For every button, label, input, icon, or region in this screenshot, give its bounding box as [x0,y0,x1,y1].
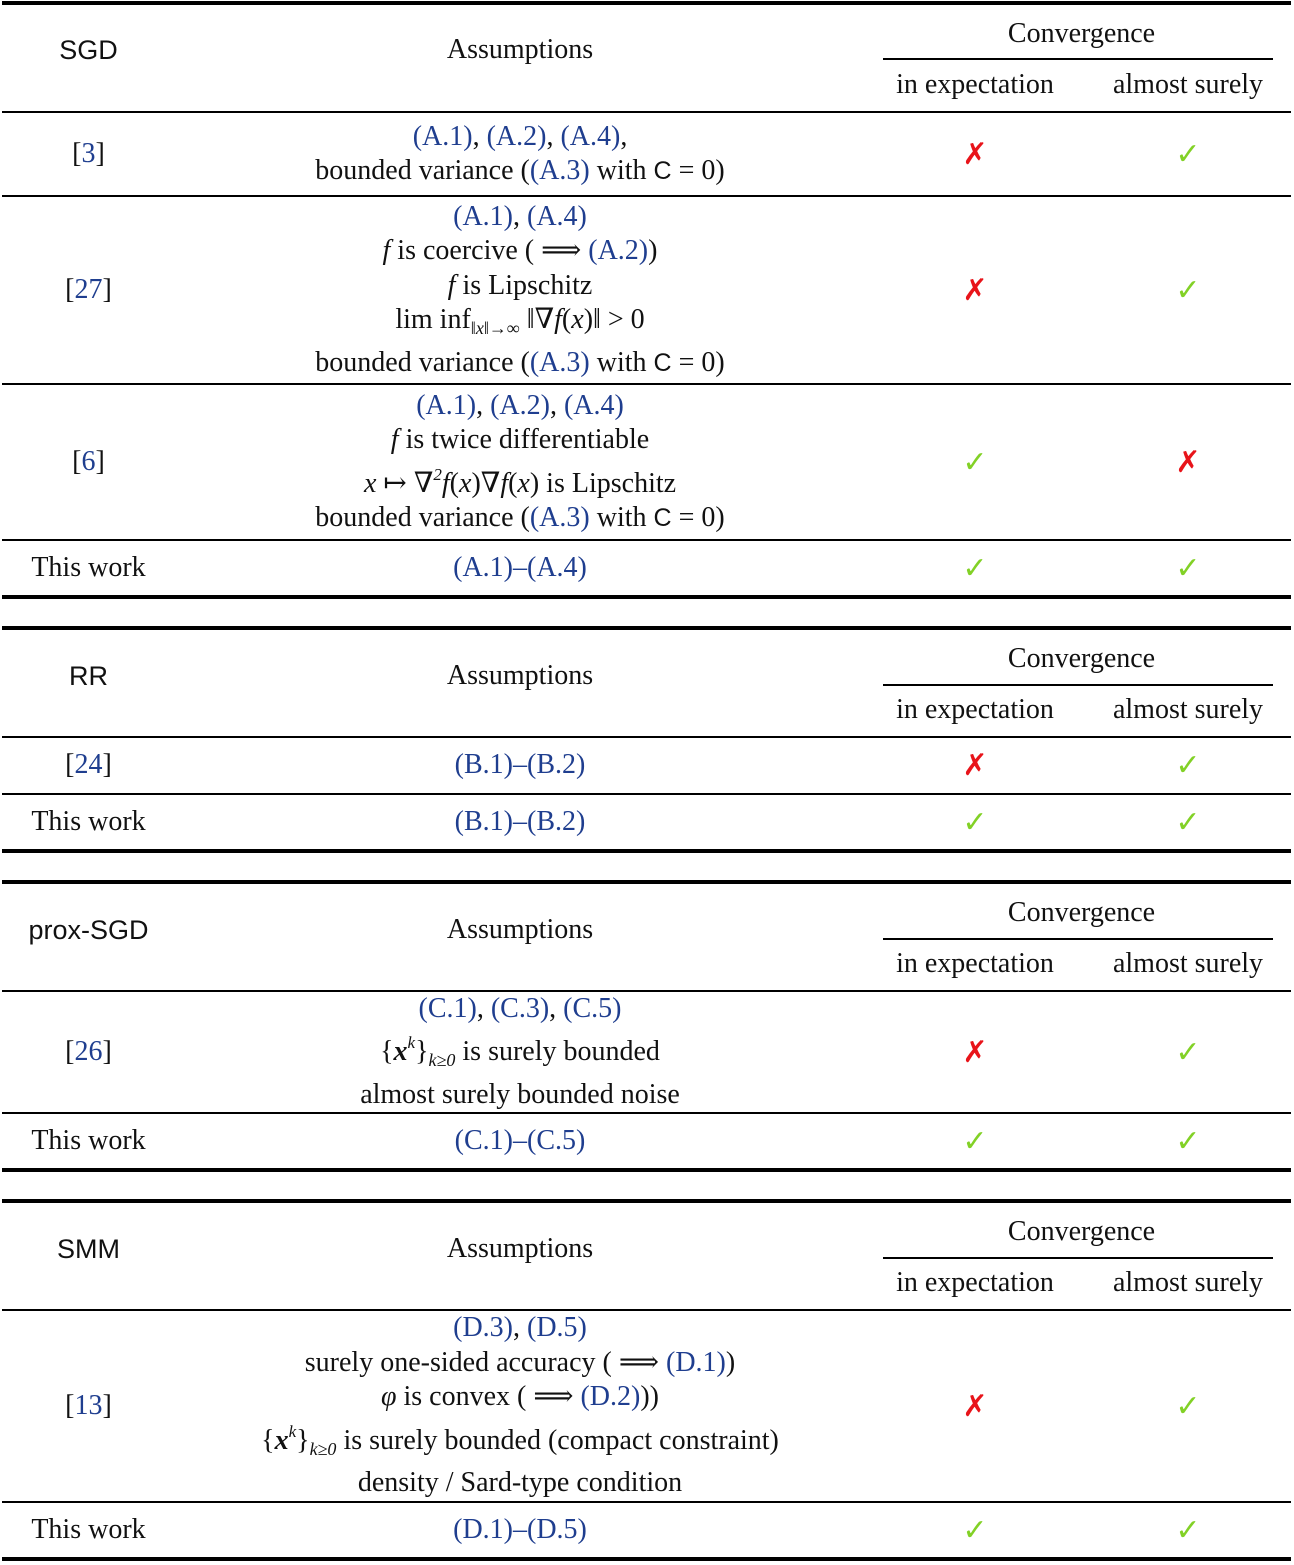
assumption-line [455,748,586,783]
assumption-ref-link[interactable]: (C.1)–(C.5) [454,1125,586,1157]
assumption-text: is coercive ( ⟹ [390,235,589,267]
assumptions-header: Assumptions [446,1232,594,1264]
assumption-text: = 0) [671,155,725,186]
almost-surely-header: almost surely [1112,693,1264,725]
convergence-header: Convergence [1007,17,1156,49]
assumption-text: , [513,1312,527,1344]
in-expectation-mark [882,795,1068,850]
assumptions-cell [242,1311,798,1501]
assumption-line [453,551,587,586]
assumption-text: f [447,269,456,301]
assumption-ref-link[interactable]: (A.4) [527,200,587,232]
citation-link[interactable]: 26 [74,1035,103,1067]
reference-cell: [13] [65,1389,112,1421]
assumption-text: φ [380,1381,397,1413]
assumption-ref-link[interactable]: (D.1)–(D.5) [453,1514,587,1546]
assumption-text: x [274,1424,289,1456]
assumption-line [381,1380,659,1415]
bottom-rule [2,1168,1291,1172]
assumption-text: is convex ( ⟹ [396,1381,581,1413]
assumption-ref-link[interactable]: (B.1)–(B.2) [454,806,586,838]
top-rule [2,1,1291,5]
assumption-text: ) [648,235,658,267]
assumption-text: C [653,504,672,532]
assumption-text: ) [725,1346,736,1378]
assumption-ref-link[interactable]: (B.1)–(B.2) [454,749,586,781]
assumption-ref-link[interactable]: (A.1)–(A.4) [453,552,587,584]
assumption-text: 2 [433,464,442,484]
assumption-text: almost surely bounded noise [360,1078,680,1110]
almost-surely-mark [1095,541,1281,596]
in-expectation-mark [882,738,1068,793]
assumption-text: ‖x‖→∞ [470,318,520,339]
assumption-text: k [288,1421,297,1441]
reference-cell: [3] [72,137,105,169]
assumption-text: = 0) [671,502,725,533]
assumption-text: bounded variance ( [315,346,530,378]
assumption-text: )) [640,1381,660,1413]
almost-surely-mark [1095,1503,1281,1558]
assumption-text: k≥0 [309,1438,337,1459]
assumption-text: k≥0 [428,1050,456,1071]
assumptions-cell [242,1503,798,1558]
almost-surely-mark [1095,197,1281,383]
almost-surely-mark [1095,1311,1281,1501]
this-work-label: This work [31,552,146,584]
assumption-ref-link[interactable]: (C.1) [418,992,477,1024]
assumptions-cell [242,541,798,596]
almost-surely-mark [1095,795,1281,850]
assumption-line [453,1311,587,1346]
method-name: SMM [57,1233,120,1264]
reference-cell: [26] [65,1035,112,1067]
check-icon: ✓ [962,1513,988,1548]
assumption-line [360,1078,680,1113]
check-icon: ✓ [962,805,988,840]
assumption-ref-link[interactable]: (D.2) [580,1381,641,1413]
in-expectation-mark [882,1114,1068,1169]
citation-link[interactable]: 13 [74,1389,103,1421]
assumption-text: x [571,304,584,336]
assumptions-header: Assumptions [446,913,594,945]
assumption-line [419,992,622,1027]
check-icon: ✓ [1175,1513,1201,1548]
assumption-text: = 0) [671,346,725,378]
assumption-ref-link[interactable]: (A.2) [490,389,550,421]
assumption-text: bounded variance ( [315,155,530,186]
assumptions-header: Assumptions [446,33,594,65]
assumption-text: f [441,467,450,499]
assumption-ref-link[interactable]: (A.1) [453,200,513,232]
almost-surely-mark [1095,992,1281,1112]
assumption-text: is surely bounded [455,1036,660,1068]
check-icon: ✓ [1175,805,1201,840]
this-work-label: This work [31,1125,146,1157]
method-name: RR [69,660,108,691]
cross-icon: ✗ [962,272,988,308]
assumption-text: f [500,467,509,499]
assumption-text: } [296,1424,310,1456]
assumptions-cell [242,197,798,383]
assumption-text: with [589,502,654,533]
top-rule [2,626,1291,630]
convergence-cmidrule [883,938,1273,940]
almost-surely-mark [1095,1114,1281,1169]
citation-link[interactable]: 24 [74,749,103,781]
assumption-ref-link[interactable]: (A.1) [412,120,473,152]
method-name: SGD [59,34,118,65]
assumptions-cell [242,385,798,539]
this-work-label: This work [31,1514,146,1546]
check-icon: ✓ [962,1124,988,1159]
reference-cell: [6] [72,445,105,477]
convergence-header: Convergence [1007,896,1156,928]
assumption-text: k [407,1033,416,1053]
assumptions-cell [242,1114,798,1169]
assumption-text: density / Sard-type condition [357,1467,683,1499]
assumption-line [413,120,628,155]
assumption-text: lim inf [395,304,471,336]
bottom-rule [2,849,1291,853]
assumption-line [380,1026,660,1078]
assumption-ref-link[interactable]: (A.3) [529,155,590,186]
assumption-text: )∇ [471,467,501,499]
assumption-ref-link[interactable]: (A.2) [588,235,649,267]
assumption-text: with [589,155,654,186]
in-expectation-header: in expectation [896,1266,1054,1298]
cross-icon: ✗ [1175,444,1201,480]
in-expectation-mark [882,385,1068,539]
check-icon: ✓ [962,444,988,480]
assumption-text: surely one-sided accuracy ( ⟹ [304,1346,666,1378]
convergence-header: Convergence [1007,642,1156,674]
assumption-line [416,389,624,424]
assumption-text: ( [561,304,572,336]
assumption-text: ↦ ∇ [376,467,434,499]
assumption-text: } [415,1036,429,1068]
assumption-text: )‖ > 0 [583,304,645,336]
assumptions-cell [242,738,798,793]
assumption-line [364,458,676,502]
top-rule [2,880,1291,884]
almost-surely-mark [1095,113,1281,195]
convergence-cmidrule [883,684,1273,686]
assumption-text: , [620,120,628,152]
citation-link[interactable]: 27 [74,273,103,305]
assumption-line [453,200,587,235]
assumption-ref-link[interactable]: (A.4) [560,120,621,152]
almost-surely-header: almost surely [1112,1266,1264,1298]
assumption-text: ( [449,467,459,499]
convergence-cmidrule [883,58,1273,60]
in-expectation-mark [882,1311,1068,1501]
assumption-text: , [476,992,491,1024]
assumption-line [358,1466,682,1501]
assumptions-cell [242,992,798,1112]
assumption-ref-link[interactable]: (D.3) [453,1312,513,1344]
check-icon: ✓ [1175,1124,1201,1159]
assumption-ref-link[interactable]: (D.5) [527,1312,587,1344]
assumption-line [315,501,724,536]
assumption-ref-link[interactable]: (C.3) [490,992,550,1024]
method-name: prox-SGD [28,914,149,945]
assumption-ref-link[interactable]: (C.5) [563,992,622,1024]
check-icon: ✓ [1175,551,1201,586]
assumption-text: C [653,348,672,377]
assumption-text: , [472,120,487,152]
cross-icon: ✗ [962,1034,988,1070]
assumption-line [391,423,649,458]
in-expectation-header: in expectation [896,693,1054,725]
almost-surely-mark [1095,738,1281,793]
convergence-header: Convergence [1007,1215,1156,1247]
check-icon: ✓ [1175,1388,1201,1424]
assumption-line [383,234,658,269]
assumption-text: , [549,992,564,1024]
check-icon: ✓ [962,551,988,586]
assumption-line [455,805,586,840]
assumption-ref-link[interactable]: (D.1) [666,1346,726,1378]
assumption-text: , [476,389,491,421]
in-expectation-header: in expectation [896,68,1054,100]
in-expectation-header: in expectation [896,947,1054,979]
assumption-text: , [513,200,527,232]
assumption-line [315,346,724,381]
top-rule [2,1199,1291,1203]
check-icon: ✓ [1175,1034,1201,1070]
in-expectation-mark [882,113,1068,195]
assumption-ref-link[interactable]: (A.1) [416,389,477,421]
assumption-line [448,269,593,304]
in-expectation-mark [882,1503,1068,1558]
assumption-text: bounded variance ( [315,502,530,533]
assumption-text: C [653,157,672,185]
assumption-text: ) is Lipschitz [529,467,677,499]
check-icon: ✓ [1175,748,1201,783]
assumption-ref-link[interactable]: (A.3) [529,346,590,378]
assumption-text: is surely bounded (compact constraint) [336,1424,779,1456]
assumption-text: f [382,235,391,267]
assumption-line [395,303,644,346]
almost-surely-header: almost surely [1112,68,1264,100]
assumption-text: x [393,1036,408,1068]
almost-surely-header: almost surely [1112,947,1264,979]
assumption-text: x [363,467,377,499]
cross-icon: ✗ [962,136,988,172]
assumption-text: with [589,346,654,378]
assumption-text: { [261,1424,275,1456]
assumption-text: ( [508,467,518,499]
reference-cell: [27] [65,273,112,305]
citation-link[interactable]: 6 [81,445,96,477]
assumptions-cell [242,795,798,850]
assumption-line [305,1346,735,1381]
in-expectation-mark [882,992,1068,1112]
assumption-line [453,1513,587,1548]
bottom-rule [2,1557,1291,1561]
reference-cell: [24] [65,749,112,781]
assumption-line [261,1415,779,1467]
assumption-text: is Lipschitz [455,269,593,301]
check-icon: ✓ [1175,136,1201,172]
assumption-text: f [554,304,562,336]
assumption-text: x [459,467,472,499]
assumption-ref-link[interactable]: (A.4) [563,389,624,421]
assumption-ref-link[interactable]: (A.3) [529,502,590,533]
assumptions-header: Assumptions [446,659,594,691]
cross-icon: ✗ [962,748,988,783]
assumptions-cell [242,113,798,195]
assumption-text: is twice differentiable [398,424,650,455]
assumption-line [455,1124,586,1159]
assumption-text: { [380,1036,394,1068]
almost-surely-mark [1095,385,1281,539]
in-expectation-mark [882,197,1068,383]
assumption-text: ‖∇ [519,304,555,336]
check-icon: ✓ [1175,272,1201,308]
assumption-ref-link[interactable]: (A.2) [486,120,547,152]
in-expectation-mark [882,541,1068,596]
cross-icon: ✗ [962,1388,988,1424]
convergence-cmidrule [883,1257,1273,1259]
assumption-text: x [517,467,530,499]
assumption-text: f [390,424,399,455]
assumption-text: , [546,120,561,152]
bottom-rule [2,595,1291,599]
assumption-text: , [549,389,564,421]
citation-link[interactable]: 3 [81,137,96,169]
this-work-label: This work [31,806,146,838]
assumption-line [315,154,724,189]
